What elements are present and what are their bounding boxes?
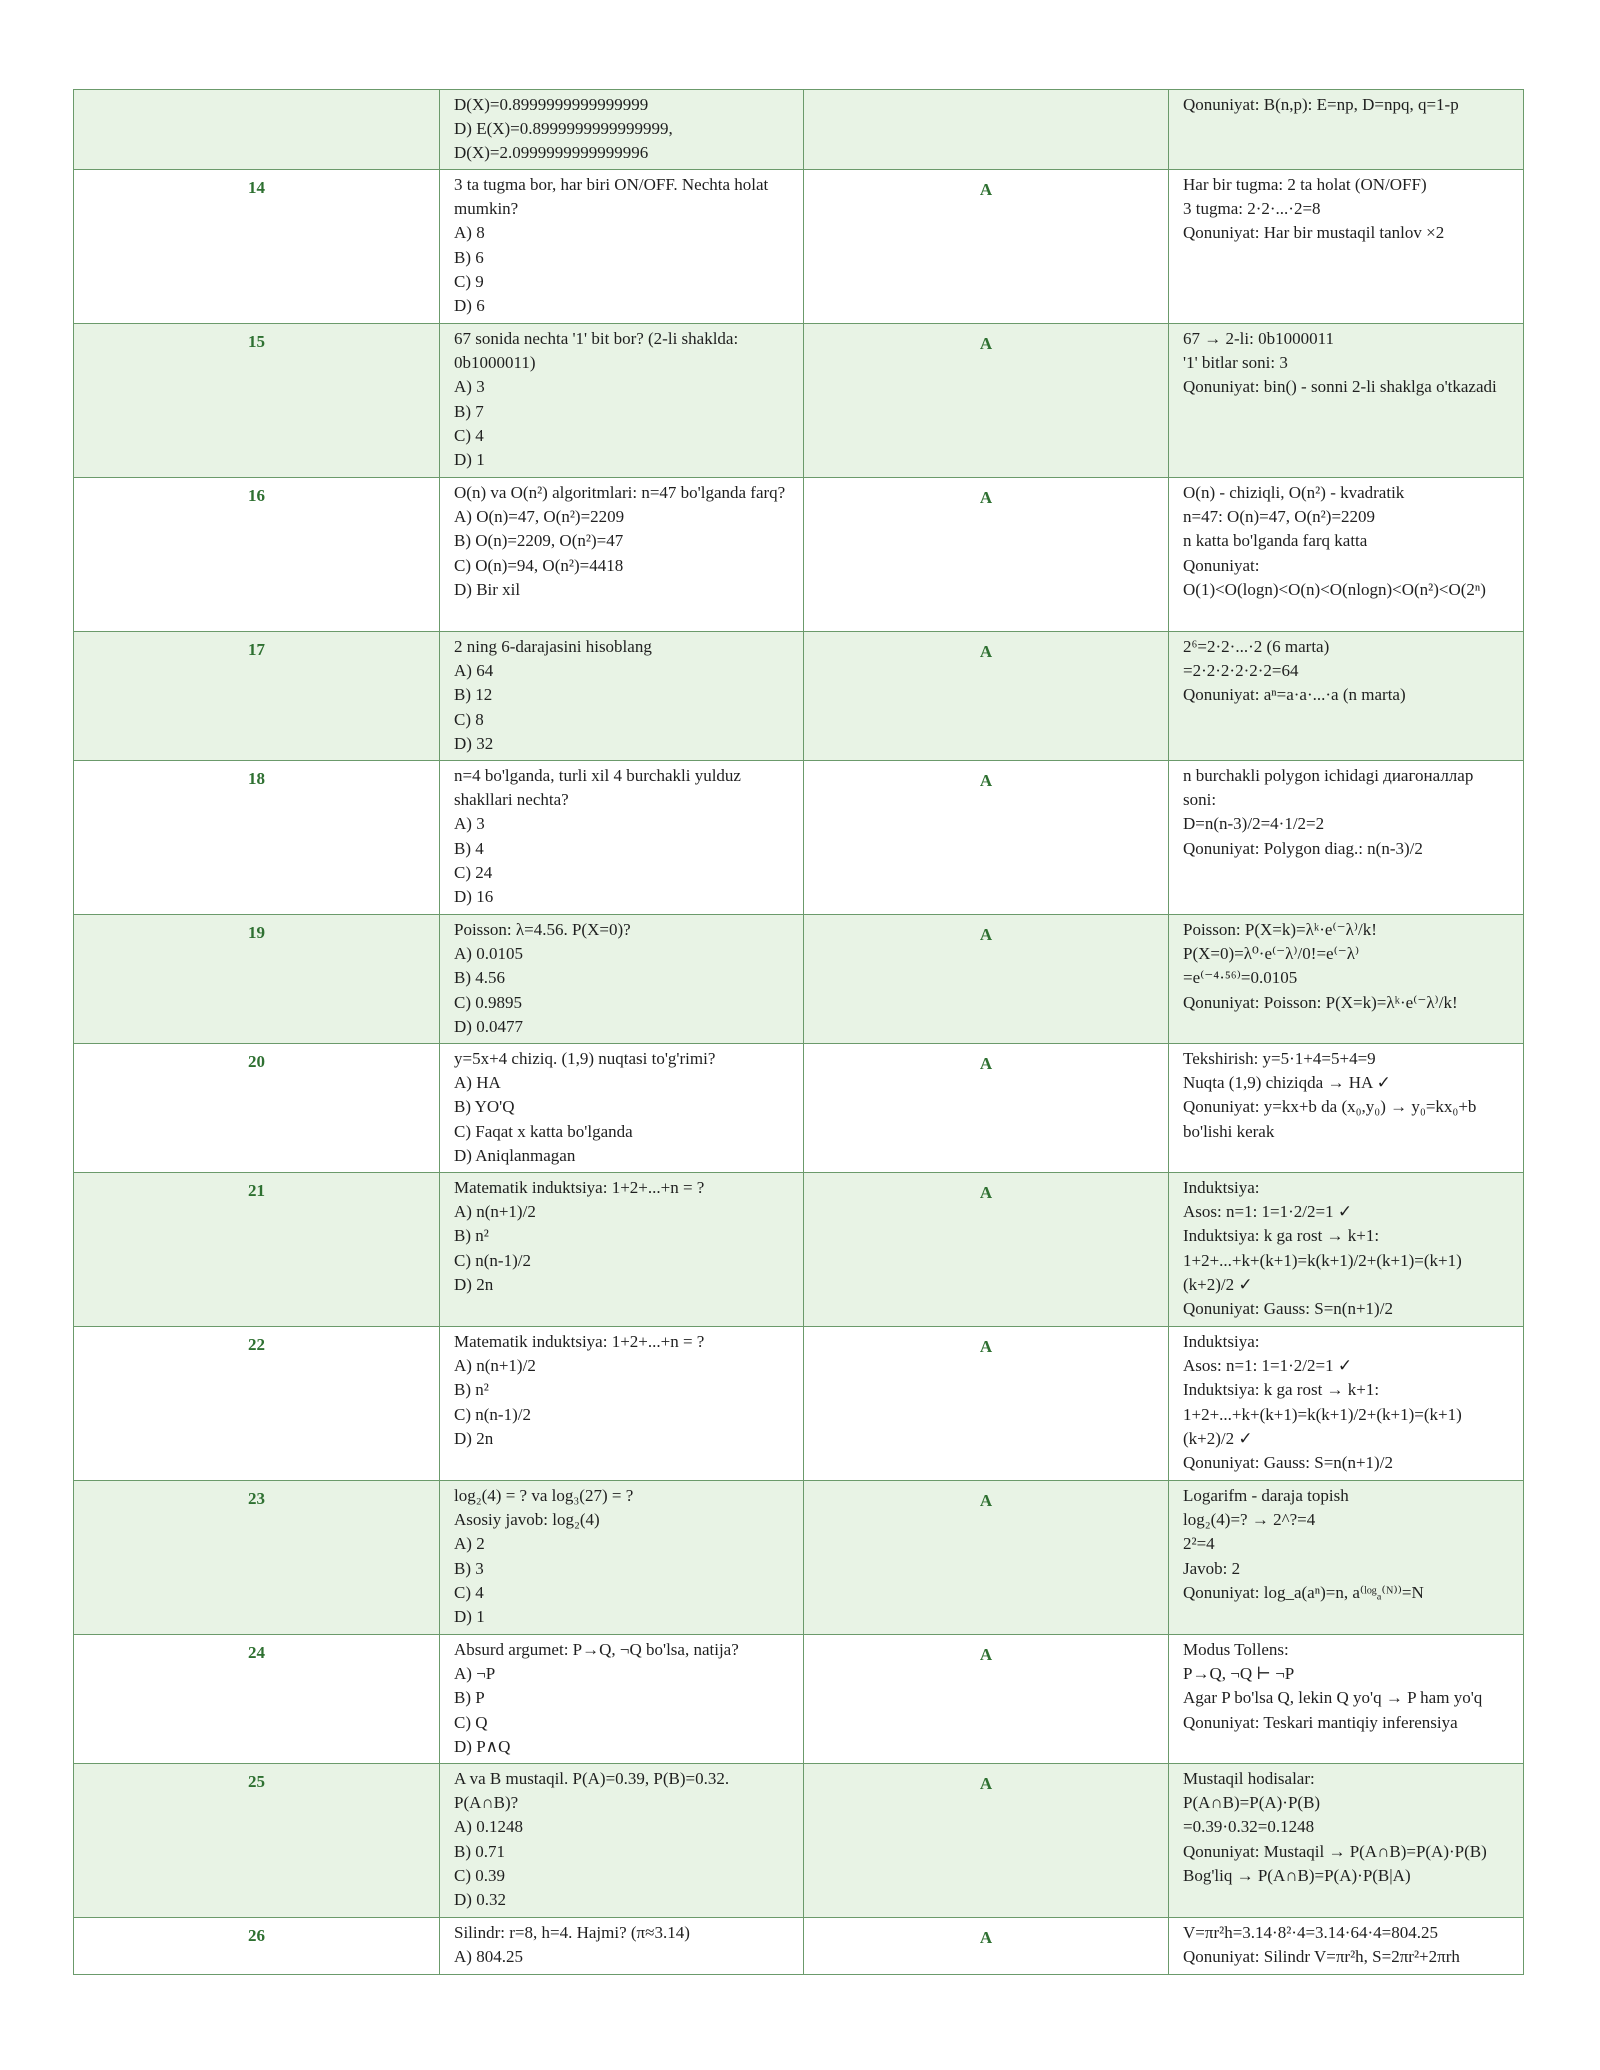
explanation-line: Qonuniyat: Polygon diag.: n(n-3)/2 [1183,838,1423,858]
question-cell [440,1327,804,1481]
question-line: B) 0.71 [454,1841,505,1861]
answer-letter: A [804,1635,1169,1764]
question-number: 17 [74,632,440,761]
explanation-line: Qonuniyat: y=kx+b da (x₀,y₀) → y₀=kx₀+b bo'lishi kerak [1183,1097,1481,1141]
question-line: D) 1 [454,450,485,470]
question-line: D) 0.0477 [454,1016,523,1036]
question-line: Matematik induktsiya: 1+2+...+n = ? [454,1332,705,1351]
explanation-line: 67 → 2-li: 0b1000011 [1183,329,1334,348]
explanation-line: n=47: O(n)=47, O(n²)=2209 [1183,507,1376,527]
explanation-line: Qonuniyat: Silindr V=πr²h, S=2πr²+2πrh [1183,1947,1460,1967]
explanation-line: Qonuniyat: B(n,p): E=np, D=npq, q=1-p [1183,95,1459,114]
question-number: 21 [74,1173,440,1327]
table-row [74,632,1524,761]
question-line: Poisson: λ=4.56. P(X=0)? [454,920,631,939]
explanation-cell [1169,324,1524,478]
explanation-cell [1169,1044,1524,1173]
question-line: A) O(n)=47, O(n²)=2209 [454,507,625,527]
question-line: B) 12 [454,685,493,705]
question-line: D(X)=2.0999999999999996 [454,143,649,163]
explanation-cell [1169,1764,1524,1918]
question-line: y=5x+4 chiziq. (1,9) nuqtasi to'g'rimi? [454,1049,716,1068]
explanation-line: Induktsiya: [1183,1332,1260,1351]
question-cell [440,1635,804,1764]
explanation-line: Mustaqil hodisalar: [1183,1769,1315,1788]
question-line: A) 0.1248 [454,1817,523,1837]
explanation-line: O(n) - chiziqli, O(n²) - kvadratik [1183,483,1405,502]
explanation-line: P→Q, ¬Q ⊢ ¬P [1183,1664,1295,1684]
explanation-line: Asos: n=1: 1=1·2/2=1 ✓ [1183,1356,1353,1376]
question-line: C) O(n)=94, O(n²)=4418 [454,555,624,575]
explanation-cell [1169,915,1524,1044]
question-number: 26 [74,1918,440,1975]
explanation-line: Qonuniyat: Har bir mustaqil tanlov ×2 [1183,223,1445,243]
answer-letter: A [804,761,1169,915]
question-line: A) 8 [454,223,485,243]
question-line: C) 0.9895 [454,992,522,1012]
question-cell [440,915,804,1044]
question-number: 16 [74,478,440,632]
question-line: O(n) va O(n²) algoritmlari: n=47 bo'lganda farq? [454,483,786,502]
explanation-line: 2⁶=2·2·...·2 (6 marta) [1183,637,1330,656]
question-cell [440,632,804,761]
table-row [74,1044,1524,1173]
question-line: D) Aniqlanmagan [454,1145,576,1165]
explanation-cell [1169,1918,1524,1975]
explanation-line: Asos: n=1: 1=1·2/2=1 ✓ [1183,1202,1353,1222]
question-cell [440,1044,804,1173]
question-line: B) n² [454,1226,489,1246]
explanation-line: Qonuniyat: aⁿ=a·a·...·a (n marta) [1183,685,1406,705]
question-number: 24 [74,1635,440,1764]
explanation-line: Qonuniyat: [1183,555,1260,575]
question-line: A va B mustaqil. P(A)=0.39, P(B)=0.32. P(A∩B)? [454,1769,734,1813]
explanation-line: Bog'liq → P(A∩B)=P(A)·P(B|A) [1183,1865,1411,1885]
question-line: C) n(n-1)/2 [454,1404,531,1424]
table-row [74,1635,1524,1764]
question-line: B) O(n)=2209, O(n²)=47 [454,531,624,551]
question-cell [440,90,804,170]
question-line: Asosiy javob: log₂(4) [454,1510,600,1530]
question-line: A) ¬P [454,1664,496,1684]
question-line: A) n(n+1)/2 [454,1356,536,1376]
question-line: D) 2n [454,1428,494,1448]
answer-letter: A [804,1918,1169,1975]
table-row [74,1327,1524,1481]
question-number [74,90,440,170]
explanation-cell [1169,1327,1524,1481]
answer-letter: A [804,1481,1169,1635]
explanation-line: Qonuniyat: Teskari mantiqiy inferensiya [1183,1712,1458,1732]
table-row [74,478,1524,632]
explanation-line: Tekshirish: y=5·1+4=5+4=9 [1183,1049,1376,1068]
explanation-line: Modus Tollens: [1183,1640,1289,1659]
table-row [74,324,1524,478]
table-row [74,1173,1524,1327]
question-line: A) 3 [454,814,485,834]
question-line: B) 4 [454,838,484,858]
explanation-line: Logarifm - daraja topish [1183,1486,1349,1505]
table-row [74,1481,1524,1635]
question-line: A) 0.0105 [454,944,523,964]
questions-table [73,89,1524,1975]
question-line: D) P∧Q [454,1736,511,1756]
question-line: D) 16 [454,887,494,907]
question-line: C) Faqat x katta bo'lganda [454,1121,633,1141]
explanation-cell [1169,761,1524,915]
explanation-line: V=πr²h=3.14·8²·4=3.14·64·4=804.25 [1183,1923,1438,1942]
question-line: C) Q [454,1712,488,1732]
question-cell [440,478,804,632]
explanation-line: '1' bitlar soni: 3 [1183,353,1288,373]
explanation-line: Poisson: P(X=k)=λᵏ·e⁽⁻λ⁾/k! [1183,920,1377,939]
explanation-line: Har bir tugma: 2 ta holat (ON/OFF) [1183,175,1427,194]
questions-table-body [74,90,1524,1975]
question-line: Silindr: r=8, h=4. Hajmi? (π≈3.14) [454,1923,690,1942]
answer-letter: A [804,632,1169,761]
table-row [74,915,1524,1044]
question-line: 3 ta tugma bor, har biri ON/OFF. Nechta holat mumkin? [454,175,773,219]
table-row [74,170,1524,324]
table-row [74,761,1524,915]
answer-letter: A [804,170,1169,324]
question-line: C) 8 [454,709,484,729]
question-line: B) 6 [454,247,484,267]
explanation-cell [1169,1173,1524,1327]
answer-letter: A [804,1044,1169,1173]
explanation-line: Nuqta (1,9) chiziqda → HA ✓ [1183,1073,1391,1093]
explanation-line: 1+2+...+k+(k+1)=k(k+1)/2+(k+1)=(k+1)(k+2)/2 ✓ [1183,1404,1462,1448]
question-line: 67 sonida nechta '1' bit bor? (2-li shaklda: 0b1000011) [454,329,743,373]
explanation-line: Qonuniyat: Gauss: S=n(n+1)/2 [1183,1453,1393,1473]
question-line: Absurd argumet: P→Q, ¬Q bo'lsa, natija? [454,1640,739,1659]
explanation-line: =0.39·0.32=0.1248 [1183,1817,1315,1837]
answer-letter: A [804,1764,1169,1918]
explanation-line: Qonuniyat: Poisson: P(X=k)=λᵏ·e⁽⁻λ⁾/k! [1183,992,1458,1012]
question-line: C) n(n-1)/2 [454,1250,531,1270]
question-line: n=4 bo'lganda, turli xil 4 burchakli yulduz shakllari nechta? [454,766,746,810]
explanation-line: Agar P bo'lsa Q, lekin Q yo'q → P ham yo'q [1183,1688,1483,1708]
question-line: D) 1 [454,1607,485,1627]
question-line: B) 4.56 [454,968,505,988]
question-number: 25 [74,1764,440,1918]
table-row [74,1764,1524,1918]
explanation-line: O(1)<O(logn)<O(n)<O(nlogn)<O(n²)<O(2ⁿ) [1183,579,1486,599]
explanation-cell [1169,632,1524,761]
question-number: 19 [74,915,440,1044]
explanation-line: Qonuniyat: Gauss: S=n(n+1)/2 [1183,1299,1393,1319]
question-number: 18 [74,761,440,915]
question-cell [440,324,804,478]
question-line: C) 4 [454,1582,484,1602]
explanation-cell [1169,1481,1524,1635]
question-line: B) YO'Q [454,1097,515,1117]
explanation-line: Qonuniyat: log_a(aⁿ)=n, a⁽ˡᵒᵍₐ⁽ᴺ⁾⁾=N [1183,1582,1424,1602]
answer-letter [804,90,1169,170]
question-line: C) 0.39 [454,1865,505,1885]
question-line: A) n(n+1)/2 [454,1202,536,1222]
question-cell [440,170,804,324]
question-line: B) 3 [454,1558,484,1578]
answer-letter: A [804,324,1169,478]
question-line: D) 2n [454,1274,494,1294]
explanation-line: =2·2·2·2·2·2=64 [1183,661,1299,681]
question-number: 14 [74,170,440,324]
answer-letter: A [804,1173,1169,1327]
question-line: C) 9 [454,271,484,291]
answer-letter: A [804,478,1169,632]
question-line: D) 6 [454,296,485,316]
question-line: B) 7 [454,401,484,421]
explanation-line: Induktsiya: k ga rost → k+1: [1183,1380,1380,1400]
question-line: Matematik induktsiya: 1+2+...+n = ? [454,1178,705,1197]
explanation-line: Induktsiya: k ga rost → k+1: [1183,1226,1380,1246]
question-line: C) 24 [454,862,493,882]
question-cell [440,1481,804,1635]
question-cell [440,1918,804,1975]
question-cell [440,1173,804,1327]
question-line: D) 32 [454,733,494,753]
explanation-line: Induktsiya: [1183,1178,1260,1197]
explanation-line: Javob: 2 [1183,1558,1241,1578]
question-number: 23 [74,1481,440,1635]
explanation-line: n katta bo'lganda farq katta [1183,531,1368,551]
explanation-line: =e⁽⁻⁴·⁵⁶⁾=0.0105 [1183,968,1298,988]
answer-letter: A [804,915,1169,1044]
question-line: D(X)=0.8999999999999999 [454,95,649,114]
question-line: 2 ning 6-darajasini hisoblang [454,637,652,656]
question-line: log₂(4) = ? va log₃(27) = ? [454,1486,634,1505]
explanation-line: n burchakli polygon ichidagi диагоналлар soni: [1183,766,1478,810]
question-cell [440,761,804,915]
question-line: A) 2 [454,1534,485,1554]
explanation-cell [1169,1635,1524,1764]
explanation-line: Qonuniyat: bin() - sonni 2-li shaklga o'tkazadi [1183,377,1497,397]
table-row [74,1918,1524,1975]
question-line: B) P [454,1688,485,1708]
table-row [74,90,1524,170]
question-line: A) 3 [454,377,485,397]
explanation-line: log₂(4)=? → 2^?=4 [1183,1510,1316,1530]
question-line: D) Bir xil [454,579,521,599]
question-line: D) E(X)=0.8999999999999999, [454,119,673,139]
explanation-cell [1169,478,1524,632]
answer-letter: A [804,1327,1169,1481]
question-line: A) HA [454,1073,501,1093]
question-line: A) 804.25 [454,1947,523,1967]
question-number: 15 [74,324,440,478]
explanation-line: P(A∩B)=P(A)·P(B) [1183,1793,1321,1813]
explanation-cell [1169,170,1524,324]
question-cell [440,1764,804,1918]
question-number: 22 [74,1327,440,1481]
question-line: D) 0.32 [454,1890,506,1910]
explanation-line: 2²=4 [1183,1534,1215,1554]
explanation-line: Qonuniyat: Mustaqil → P(A∩B)=P(A)·P(B) [1183,1841,1487,1861]
explanation-line: 3 tugma: 2·2·...·2=8 [1183,199,1321,219]
explanation-line: P(X=0)=λ⁰·e⁽⁻λ⁾/0!=e⁽⁻λ⁾ [1183,944,1360,964]
question-line: A) 64 [454,661,494,681]
question-line: B) n² [454,1380,489,1400]
question-number: 20 [74,1044,440,1173]
explanation-cell [1169,90,1524,170]
question-line: C) 4 [454,425,484,445]
explanation-line: 1+2+...+k+(k+1)=k(k+1)/2+(k+1)=(k+1)(k+2)/2 ✓ [1183,1250,1462,1294]
explanation-line: D=n(n-3)/2=4·1/2=2 [1183,814,1325,834]
